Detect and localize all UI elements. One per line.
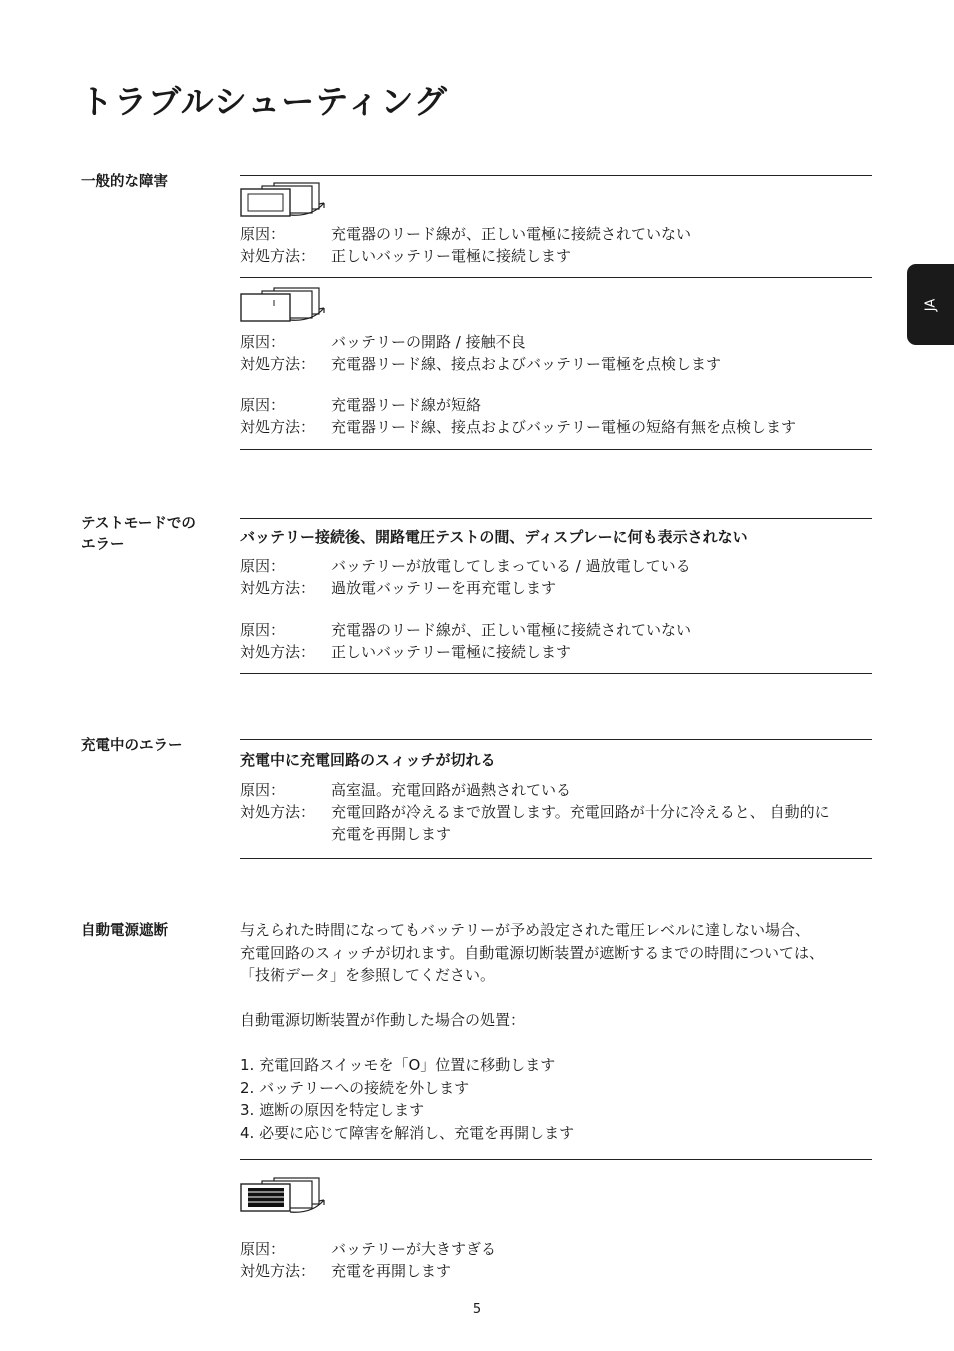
- cause-label: 原因：: [240, 225, 286, 243]
- steps-list: [240, 1054, 574, 1144]
- cause-label: 原因：: [240, 1240, 286, 1258]
- cause-label: 原因：: [240, 557, 286, 575]
- section-heading-charging: 充電中のエラー: [81, 738, 183, 754]
- cause-text: バッテリーが放電してしまっている / 過放電している: [331, 557, 691, 575]
- cause-text: バッテリーの開路 / 接触不良: [331, 333, 526, 351]
- remedy-text: 過放電バッテリーを再充電します: [331, 579, 557, 597]
- action-intro: 自動電源切断装置が作動した場合の処置：: [240, 1011, 526, 1029]
- cause-text: 高室温。充電回路が過熱されている: [331, 781, 572, 799]
- remedy-label: 対処方法：: [240, 418, 316, 436]
- remedy-row: [240, 641, 571, 663]
- cause-row: [240, 331, 526, 353]
- page-title: トラブルシューティング: [80, 82, 448, 121]
- page-number: 5: [472, 1302, 482, 1317]
- divider: [240, 175, 872, 176]
- divider: [240, 673, 872, 674]
- cause-text: 充電器リード線が短絡: [331, 396, 482, 414]
- divider: [240, 449, 872, 450]
- display-icon: [240, 181, 330, 219]
- remedy-row: [240, 1260, 451, 1282]
- remedy-text: 充電回路が冷えるまで放置します。充電回路が十分に冷えると、 自動的に: [331, 803, 830, 821]
- remedy-label: 対処方法：: [240, 579, 316, 597]
- remedy-text: 正しいバッテリー電極に接続します: [331, 247, 572, 265]
- remedy-label: 対処方法：: [240, 355, 316, 373]
- section-heading-testmode: [81, 514, 221, 556]
- cause-row: [240, 223, 691, 245]
- list-item: 1. 充電回路スイッモを「O」位置に移動します: [240, 1056, 556, 1074]
- paragraph-line: 与えられた時間になってもバッテリーが予め設定された電圧レベルに達しない場合、: [240, 921, 811, 939]
- cause-label: 原因：: [240, 396, 286, 414]
- remedy-row: [240, 577, 556, 599]
- cause-row: [240, 555, 691, 577]
- list-item: 4. 必要に応じて障害を解消し、充電を再開します: [240, 1123, 575, 1142]
- divider: [240, 1159, 872, 1160]
- remedy-text: 充電器リード線、接点およびバッテリー電極を点検します: [331, 355, 722, 373]
- section-heading-general: 一般的な障害: [81, 174, 168, 190]
- heading-line: テストモードでの: [81, 516, 196, 532]
- paragraph-line: 充電回路のスィッチが切れます。自動電源切断装置が遮断するまでの時間については、: [240, 943, 824, 962]
- cause-row: [240, 1238, 496, 1260]
- display-icon: [240, 286, 330, 324]
- remedy-row: [240, 245, 571, 267]
- cause-label: 原因：: [240, 781, 286, 799]
- cause-text: バッテリーが大きすぎる: [331, 1240, 497, 1258]
- paragraph: [240, 919, 824, 987]
- divider: [240, 518, 872, 519]
- language-tab-label: JA: [923, 298, 938, 311]
- cause-text: 充電器のリード線が、正しい電極に接続されていない: [331, 621, 692, 639]
- list-item: 3. 遮断の原因を特定します: [240, 1101, 425, 1119]
- cause-label: 原因：: [240, 333, 286, 351]
- remedy-label: 対処方法：: [240, 247, 316, 265]
- remedy-text: 充電を再開します: [331, 1262, 452, 1280]
- remedy-row: [240, 801, 830, 823]
- cause-row: [240, 619, 691, 641]
- heading-line: エラー: [81, 537, 125, 553]
- remedy-label: 対処方法：: [240, 1262, 316, 1280]
- remedy-label: 対処方法：: [240, 803, 316, 821]
- divider: [240, 858, 872, 859]
- section-heading-autooff: 自動電源遮断: [81, 923, 168, 939]
- remedy-row-continued: [240, 823, 451, 845]
- divider: [240, 739, 872, 740]
- remedy-text: 充電を再開します: [331, 825, 452, 843]
- cause-row: [240, 394, 481, 416]
- remedy-label: 対処方法：: [240, 643, 316, 661]
- display-icon: [240, 1176, 330, 1216]
- remedy-text: 正しいバッテリー電極に接続します: [331, 643, 572, 661]
- paragraph-line: 「技術データ」を参照してください。: [240, 966, 496, 984]
- language-tab: [907, 264, 954, 345]
- cause-row: [240, 779, 571, 801]
- section-subtitle: バッテリー接続後、開路電圧テストの間、ディスプレーに何も表示されない: [240, 528, 748, 546]
- remedy-text: 充電器リード線、接点およびバッテリー電極の短絡有無を点検します: [331, 418, 797, 436]
- cause-label: 原因：: [240, 621, 286, 639]
- list-item: 2. バッテリーへの接続を外します: [240, 1078, 470, 1097]
- remedy-row: [240, 353, 721, 375]
- remedy-row: [240, 416, 796, 438]
- divider: [240, 277, 872, 278]
- cause-text: 充電器のリード線が、正しい電極に接続されていない: [331, 225, 692, 243]
- section-subtitle: 充電中に充電回路のスィッチが切れる: [240, 751, 496, 769]
